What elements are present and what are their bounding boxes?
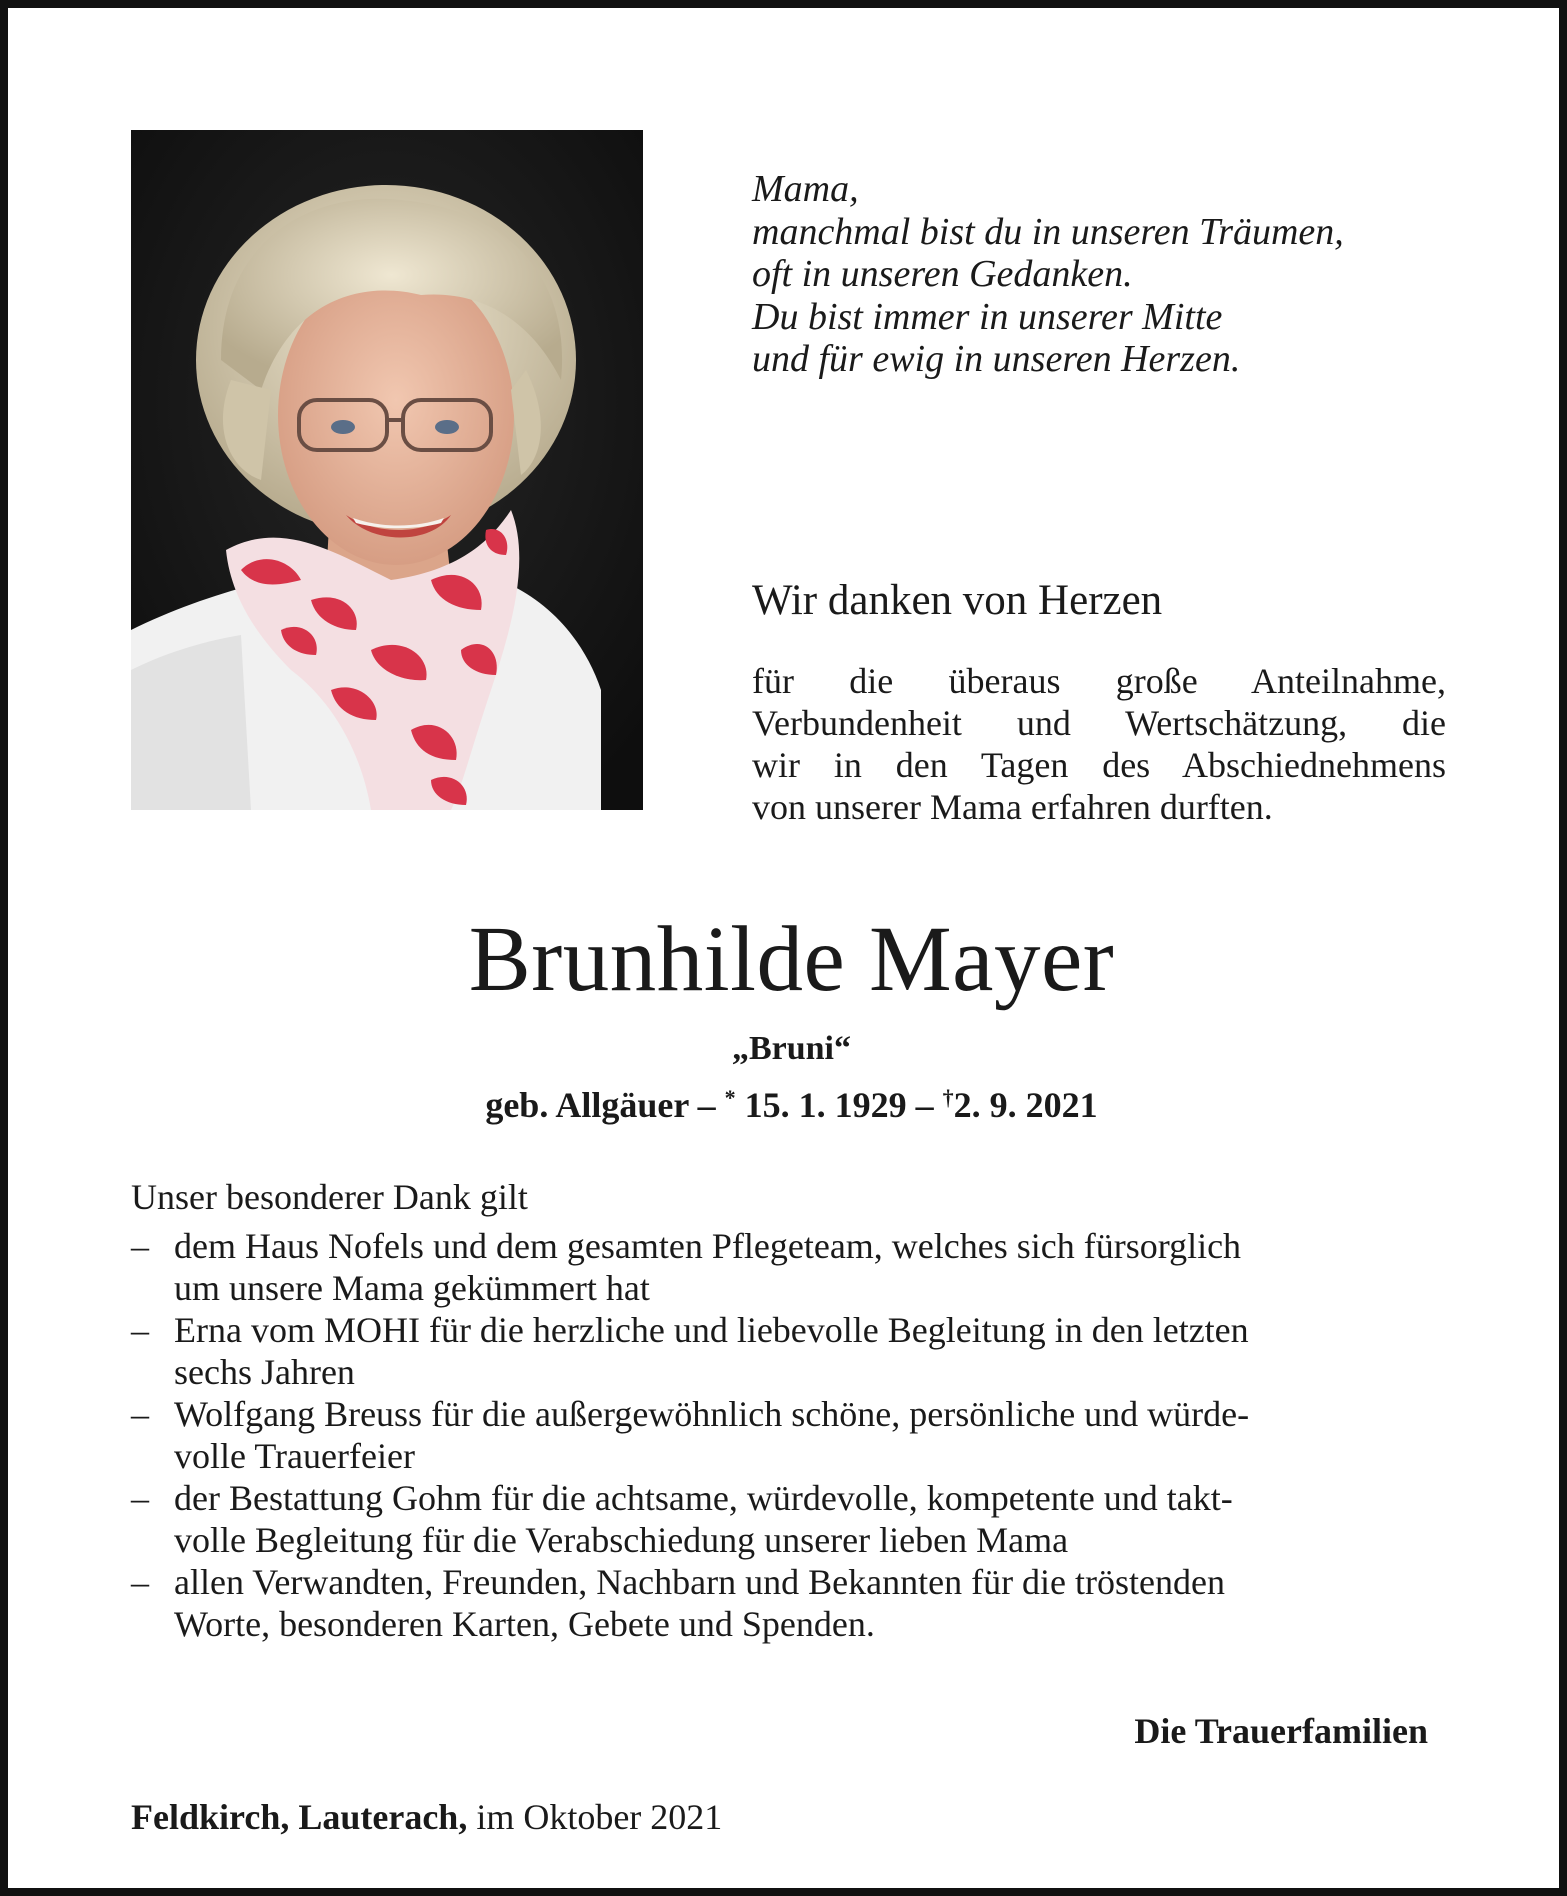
deceased-nickname: „Bruni“ — [731, 1030, 852, 1067]
birth-date: 15. 1. 1929 — [744, 1085, 907, 1125]
list-item-line: dem Haus Nofels und dem gesamten Pflegeteam, welches sich fürsorglich — [174, 1226, 1242, 1266]
list-item — [131, 1477, 1448, 1561]
list-item-line: allen Verwandten, Freunden, Nachbarn und Bekannten für die tröstenden — [174, 1562, 1225, 1602]
poem-line: und für ewig in unseren Herzen. — [752, 338, 1241, 380]
list-item-line: volle Trauerfeier — [174, 1436, 415, 1476]
thanks-line: für die überaus große Anteilnahme, — [752, 661, 1446, 701]
deceased-dates — [8, 1077, 1567, 1126]
places: Feldkirch, Lauterach, — [131, 1797, 468, 1837]
maiden-name: geb. Allgäuer — [485, 1085, 689, 1125]
list-item-line: sechs Jahren — [174, 1352, 355, 1392]
list-item-line: um unsere Mama gekümmert hat — [174, 1268, 650, 1308]
list-item-line: Worte, besonderen Karten, Gebete und Spenden. — [174, 1604, 875, 1644]
poem-line: Du bist immer in unserer Mitte — [752, 295, 1223, 338]
birth-symbol: * — [724, 1085, 736, 1110]
thanks-body — [752, 660, 1446, 828]
list-item-line: volle Begleitung für die Verabschiedung unserer lieben Mama — [174, 1520, 1069, 1560]
death-symbol: † — [942, 1085, 954, 1110]
list-item — [131, 1393, 1448, 1477]
place-and-date — [131, 1796, 722, 1838]
portrait-photo-icon — [131, 130, 643, 810]
special-thanks-intro: Unser besonderer Dank gilt — [131, 1177, 528, 1217]
dash: – — [131, 1562, 149, 1602]
dash: – — [131, 1226, 149, 1266]
death-date: 2. 9. 2021 — [953, 1085, 1098, 1125]
list-item-line: Wolfgang Breuss für die außergewöhnlich schöne, persönliche und würde- — [174, 1394, 1250, 1434]
portrait-photo — [131, 130, 643, 810]
list-item — [131, 1561, 1448, 1645]
dash: – — [131, 1478, 149, 1518]
poem — [752, 168, 1472, 381]
thanks-title: Wir danken von Herzen — [752, 577, 1163, 624]
dash: – — [131, 1310, 149, 1350]
thanks-line: Verbundenheit und Wertschätzung, die — [752, 703, 1446, 743]
separator: – — [697, 1085, 716, 1125]
thanks-line: von unserer Mama erfahren durften. — [752, 787, 1273, 827]
deceased-name: Brunhilde Mayer — [468, 908, 1115, 1011]
special-thanks-list — [131, 1225, 1448, 1645]
dash: – — [131, 1394, 149, 1434]
list-item — [131, 1309, 1448, 1393]
separator: – — [915, 1085, 934, 1125]
poem-line: Mama, — [752, 168, 859, 210]
date-text: im Oktober 2021 — [476, 1797, 723, 1837]
thanks-line: wir in den Tagen des Abschiednehmens — [752, 745, 1446, 785]
poem-line: oft in unseren Gedanken. — [752, 253, 1133, 295]
signature: Die Trauerfamilien — [1134, 1711, 1428, 1751]
poem-line: manchmal bist du in unseren Träumen, — [752, 210, 1344, 253]
list-item-line: der Bestattung Gohm für die achtsame, würdevolle, kompetente und takt- — [174, 1478, 1233, 1518]
list-item-line: Erna vom MOHI für die herzliche und liebevolle Begleitung in den letzten — [174, 1310, 1249, 1350]
list-item — [131, 1225, 1448, 1309]
